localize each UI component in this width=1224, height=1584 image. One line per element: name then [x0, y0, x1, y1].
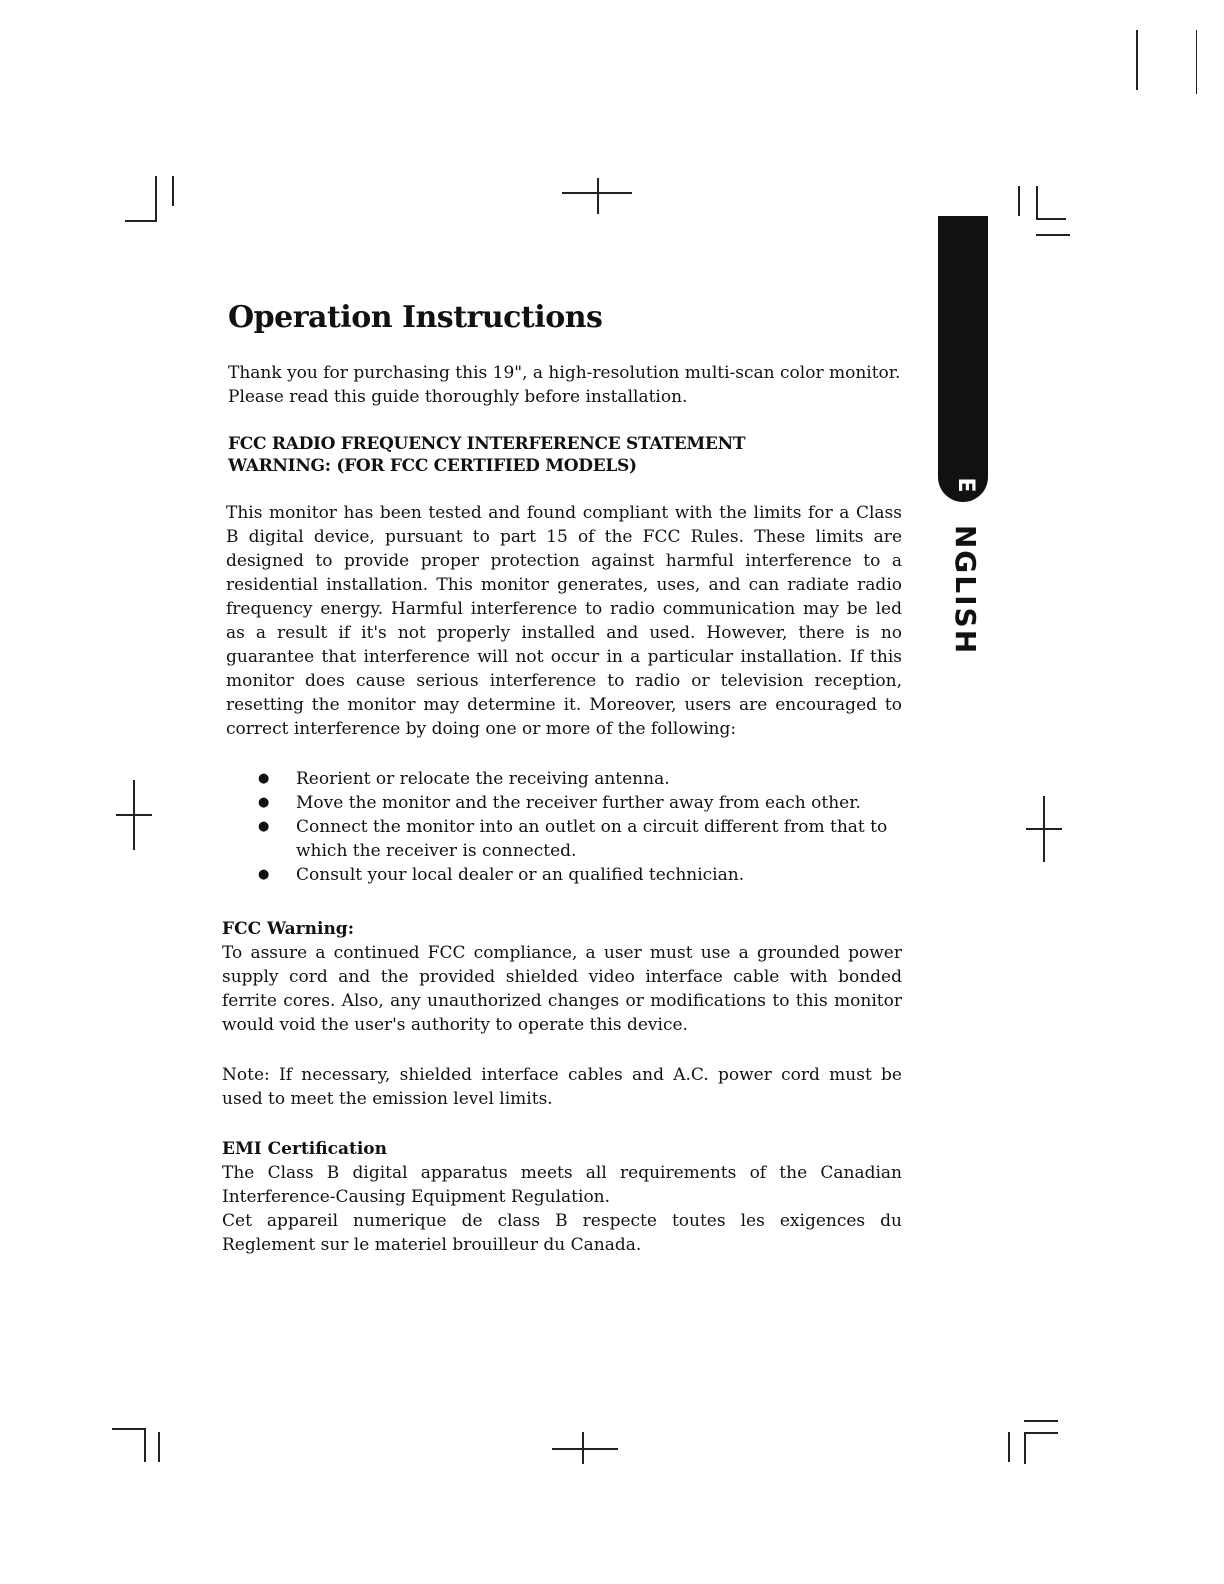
fcc-heading-line2: WARNING: (FOR FCC CERTIFIED MODELS)	[228, 456, 637, 476]
fcc-warning-section	[222, 917, 902, 1037]
emi-section	[222, 1137, 902, 1257]
fcc-heading	[228, 433, 902, 477]
list-item: ● Connect the monitor into an outlet on a circuit different from that to which the receiver is connected.	[258, 815, 902, 863]
intro-paragraph: Thank you for purchasing this 19", a high-resolution multi-scan color monitor. Please read this guide thoroughly before installation.	[228, 363, 901, 407]
note-section	[222, 1063, 902, 1111]
note-text: Note: If necessary, shielded interface cables and A.C. power cord must be used to meet the emission level limits.	[222, 1065, 902, 1109]
fcc-warning-text: To assure a continued FCC compliance, a user must use a grounded power supply cord and the provided shielded video interface cable with bonded ferrite cores. Also, any unauthorized changes or modifications to this monitor would void the user's authority to operate this device.	[222, 943, 902, 1035]
language-tab-label: NGLISH	[949, 524, 982, 656]
language-tab-initial: E	[953, 477, 978, 493]
emi-heading: EMI Certification	[222, 1139, 387, 1159]
fcc-statement: This monitor has been tested and found compliant with the limits for a Class B digital device, pursuant to part 15 of the FCC Rules. These limits are designed to provide proper protection against harmful interference to a residential installation. This monitor generates, uses, and can radiate radio frequency energy. Harmful interference to radio communication may be led as a result if it's not properly installed and used. However, there is no guarantee that interference will not occur in a particular installation. If this monitor does cause serious interference to radio or television reception, resetting the monitor may determine it. Moreover, users are encouraged to correct interference by doing one or more of the following:	[226, 503, 902, 739]
fcc-heading-line1: FCC RADIO FREQUENCY INTERFERENCE STATEMENT	[228, 434, 746, 454]
page-title: Operation Instructions	[228, 300, 603, 335]
page-content	[222, 300, 902, 1283]
list-item: ● Consult your local dealer or an qualified technician.	[258, 863, 902, 887]
emi-french-text: Cet appareil numerique de class B respecte toutes les exigences du Reglement sur le materiel brouilleur du Canada.	[222, 1211, 902, 1255]
remedy-list	[258, 767, 902, 887]
list-item: ● Move the monitor and the receiver further away from each other.	[258, 791, 902, 815]
fcc-warning-heading: FCC Warning:	[222, 919, 354, 939]
emi-english-text: The Class B digital apparatus meets all requirements of the Canadian Interference-Causing Equipment Regulation.	[222, 1163, 902, 1207]
list-item: ● Reorient or relocate the receiving antenna.	[258, 767, 902, 791]
